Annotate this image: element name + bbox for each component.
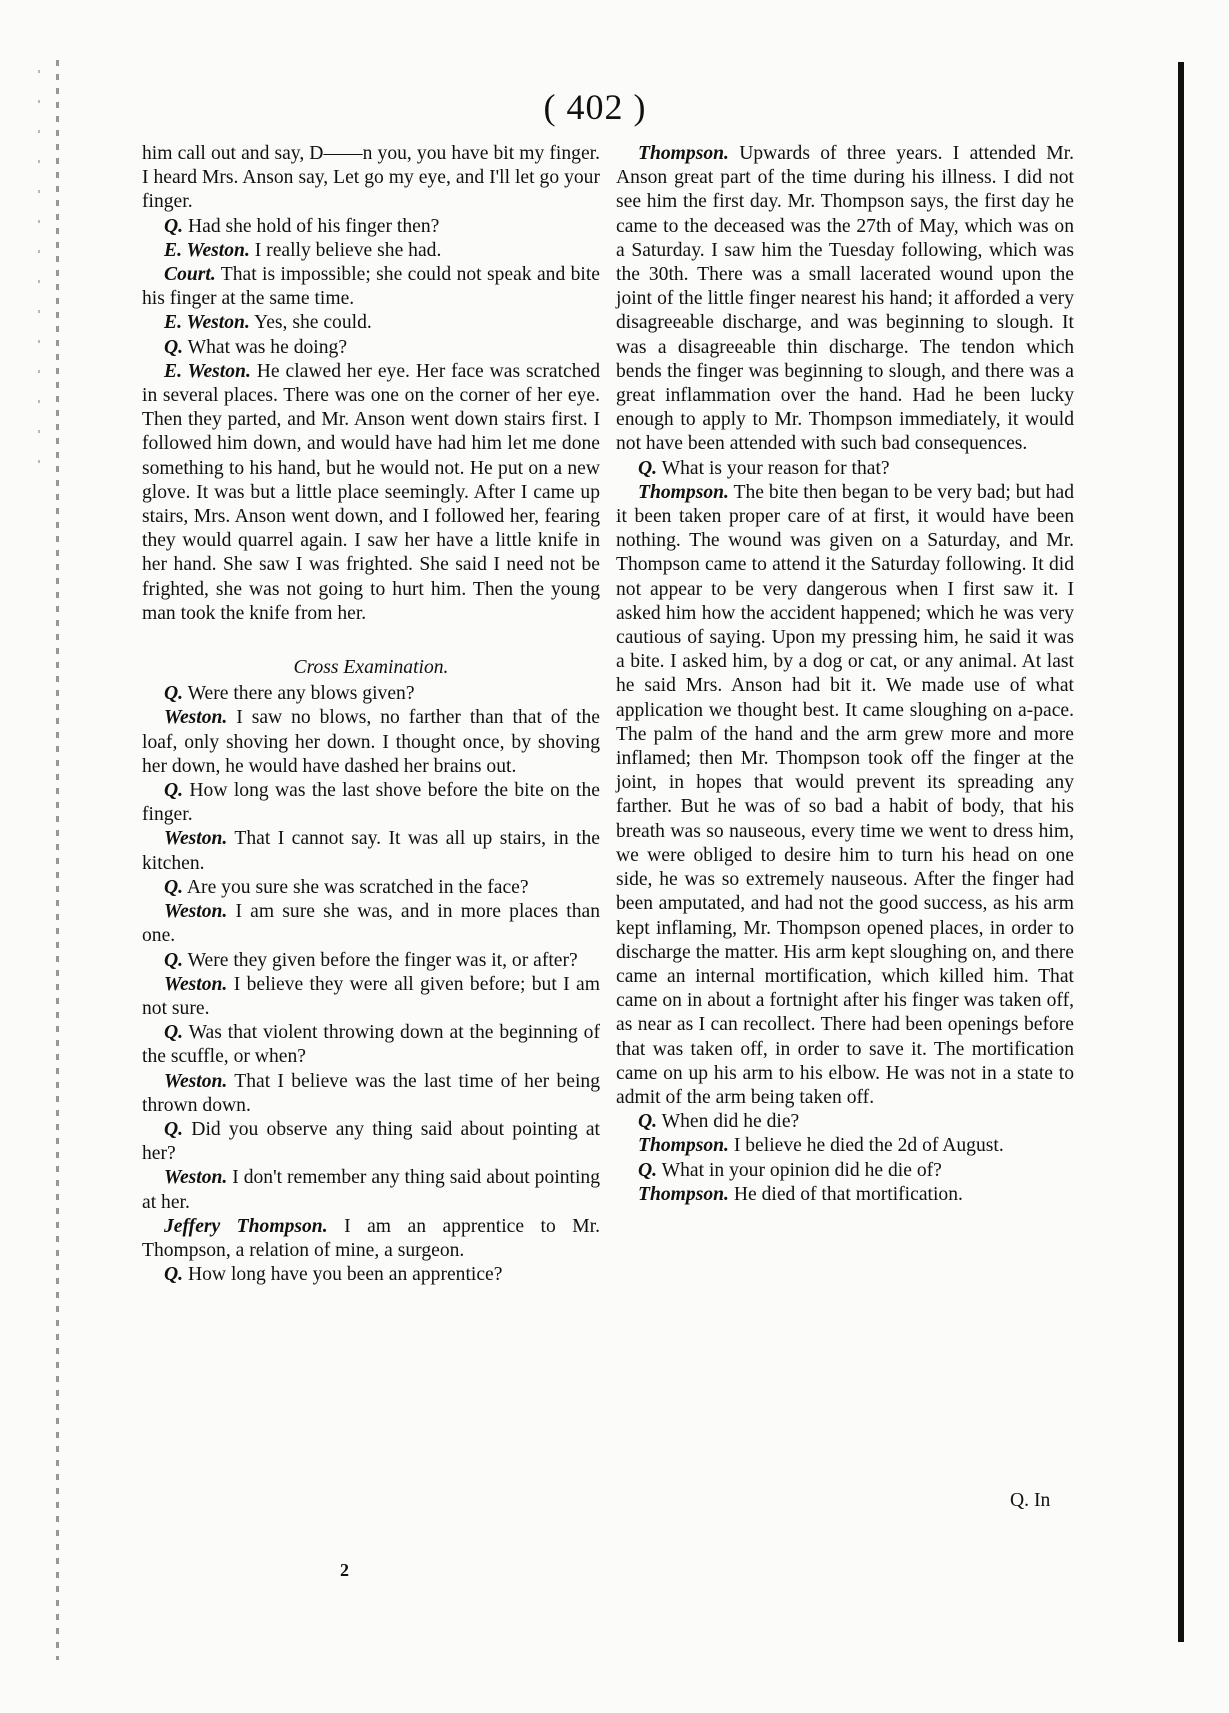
question-marker: Q. [638,1111,658,1133]
testimony-text: The bite then began to be very bad; but had it been taken proper care of at first, it would have been nothing. The wound was given on a Saturday, and Mr. Thompson came to attend it the Saturday following. It did not appear to be very dangerous when I first saw it. I asked him how the accident happened; which he was very cautious of saying. Upon my pressing him, he said it was a bite. I asked him, by a dog or cat, or any animal. At last he said Mrs. Anson had bit it. We made use of what application we thought best. It came sloughing on a-pace. The palm of the hand and the arm grew more and more inflamed; then Mr. Thompson took off the finger at the joint, in hopes that would prevent its spreading any farther. But he was of so bad a habit of body, that his breath was so nauseous, every time we went to dress him, we were obliged to desire him to turn his head on one side, he was so extremely nauseous. After the finger had been amputated, and had not the good success, as his arm kept inflaming, Mr. Thompson opened places, in order to discharge the matter. His arm kept sloughing on, and there came an internal mortification, which killed him. That came on in about a fortnight after his finger was taken off, as near as I can recollect. There had been openings before that was taken off, in order to save it. The mortification came on up his arm to his elbow. He was not in a state to admit of the arm being taken off. [616,481,1074,1108]
testimony-paragraph [142,682,600,706]
speaker-name: E. Weston. [164,360,251,382]
testimony-text: I am an apprentice to Mr. Thompson, a relation of mine, a surgeon. [142,1215,601,1261]
question-marker: Q. [164,876,184,898]
question-marker: Q. [164,1022,184,1044]
left-margin-marks [38,70,40,470]
testimony-text: Were they given before the finger was it, or after? [187,949,578,971]
testimony-paragraph [142,311,600,335]
speaker-name: Court. [164,264,216,286]
speaker-name: Weston. [164,1167,228,1189]
testimony-text: He died of that mortification. [733,1183,963,1205]
testimony-text: Had she hold of his finger then? [187,215,440,237]
testimony-paragraph [142,779,600,827]
question-marker: Q. [638,1159,658,1181]
testimony-text: That is impossible; she could not speak and bite his finger at the same time. [142,264,600,310]
page-number: ( 402 ) [543,87,647,127]
testimony-text: I believe he died the 2d of August. [733,1135,1004,1157]
testimony-text: I saw no blows, no farther than that of the loaf, only shoving her down. I thought once, by shoving her down, he would have dashed her brains out. [142,707,600,777]
testimony-text: When did he die? [661,1111,800,1133]
left-margin-rule [56,60,59,1660]
testimony-paragraph [142,360,600,626]
testimony-paragraph [142,876,600,900]
testimony-paragraph [616,457,1074,481]
testimony-paragraph [142,827,600,875]
question-marker: Q. [164,1264,184,1286]
testimony-text: I really believe she had. [254,239,442,261]
testimony-text: Yes, she could. [254,312,372,334]
testimony-text: How long was the last shove before the bite on the finger. [142,780,600,826]
testimony-paragraph [142,1021,600,1069]
continued-paragraph: him call out and say, D——n you, you have bit my finger. I heard Mrs. Anson say, Let go my eye, and I'll let go your finger. [142,143,600,213]
testimony-paragraph [142,263,600,311]
speaker-name: Thompson. [638,1135,729,1157]
question-marker: Q. [638,457,658,479]
testimony-text: That I believe was the last time of her being thrown down. [142,1070,600,1116]
testimony-text: Did you observe any thing said about pointing at her? [142,1118,600,1165]
testimony-text: How long have you been an apprentice? [187,1264,503,1286]
testimony-paragraph [142,215,600,239]
speaker-name: E. Weston. [164,312,250,334]
speaker-name: Jeffery Thompson. [164,1215,328,1237]
speaker-name: Thompson. [638,143,729,164]
speaker-name: Weston. [164,901,228,923]
speaker-name: Weston. [164,707,228,729]
testimony-text: I am sure she was, and in more places than one. [142,901,600,947]
testimony-paragraph [142,1263,600,1287]
testimony-paragraph [142,706,600,779]
testimony-text: What is your reason for that? [661,457,890,479]
testimony-text: That I cannot say. It was all up stairs, in the kitchen. [142,828,600,874]
question-marker: Q. [164,949,184,971]
right-margin-rule [1178,62,1184,1642]
testimony-text: What was he doing? [187,336,348,358]
testimony-paragraph [616,1134,1074,1158]
testimony-text: I believe they were all given before; but I am not sure. [142,973,600,1019]
testimony-text: Upwards of three years. I attended Mr. Anson great part of the time during his illness. I did not see him the first day. Mr. Thompson says, the first day he came to the deceased was the 27th of May, which was on a Saturday. I saw him the Tuesday following, which was the 30th. There was a small lacerated wound upon the joint of the little finger nearest his hand; it afforded a very disagreeable discharge, and was beginning to slough. It was a disagreeable thin discharge. The tendon which bends the finger was beginning to slough, and there was a great inflammation over the hand. Had he been lucky enough to apply to Mr. Thompson immediately, it would not have been attended with such bad consequences. [616,143,1074,455]
left-column [142,142,600,1287]
testimony-text: Were there any blows given? [187,683,415,705]
signature-mark: 2 [340,1560,349,1580]
testimony-paragraph [142,900,600,948]
speaker-name: E. Weston. [164,239,250,261]
testimony-paragraph [142,239,600,263]
testimony-paragraph [616,1183,1074,1207]
testimony-paragraph [142,1166,600,1214]
question-marker: Q. [164,336,184,358]
right-column [616,142,1074,1207]
testimony-paragraph [616,1159,1074,1183]
speaker-name: Weston. [164,828,228,850]
testimony-paragraph [616,481,1074,1110]
testimony-text: What in your opinion did he die of? [661,1159,942,1181]
testimony-paragraph [142,1118,600,1166]
testimony-text: Are you sure she was scratched in the face? [186,876,529,898]
speaker-name: Thompson. [638,1183,729,1205]
testimony-text: He clawed her eye. Her face was scratched in several places. There was one on the corner of her eye. Then they parted, and Mr. Anson went down stairs first. I followed him down, and would have had him let me done something to his hand, but he would not. He put on a new glove. It was but a little place seemingly. After I came up stairs, Mrs. Anson went down, and I followed her, fearing they would quarrel again. I saw her have a little knife in her hand. She saw I was frighted. She said I need not be frighted, she was not going to hurt him. Then the young man took the knife from her. [142,360,601,624]
testimony-paragraph [142,336,600,360]
question-marker: Q. [164,1118,184,1140]
testimony-paragraph [616,1110,1074,1134]
speaker-name: Weston. [164,1070,228,1092]
testimony-paragraph [142,949,600,973]
testimony-paragraph [616,142,1074,457]
speaker-name: Thompson. [638,481,729,503]
testimony-paragraph [142,1215,600,1263]
question-marker: Q. [164,215,184,237]
speaker-name: Weston. [164,973,228,995]
catchword: Q. In [1010,1490,1051,1511]
question-marker: Q. [164,780,184,802]
testimony-paragraph [142,1070,600,1118]
testimony-paragraph [142,973,600,1021]
question-marker: Q. [164,683,184,705]
testimony-text: Was that violent throwing down at the beginning of the scuffle, or when? [142,1022,600,1068]
section-heading: Cross Examination. [293,657,449,679]
testimony-text: I don't remember any thing said about pointing at her. [142,1167,600,1213]
